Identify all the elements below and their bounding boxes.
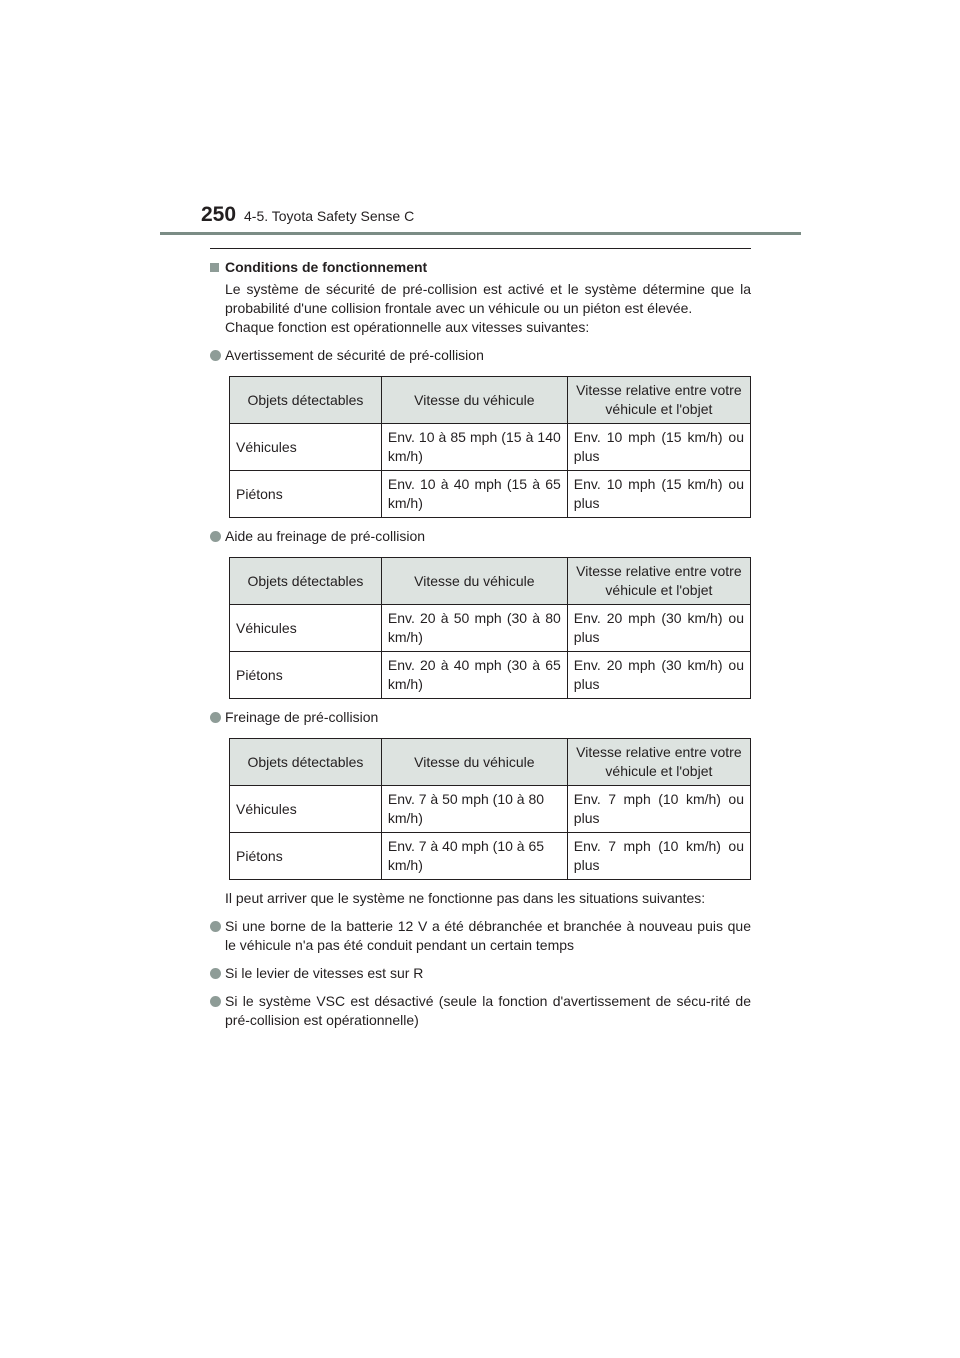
table-cell: Env. 20 à 40 mph (30 à 65 km/h) — [381, 652, 567, 699]
limitation-text: Si le levier de vitesses est sur R — [225, 965, 424, 981]
circle-bullet-icon — [210, 968, 221, 979]
table-cell: Env. 7 à 50 mph (10 à 80 km/h) — [381, 786, 567, 833]
table-cell: Env. 20 mph (30 km/h) ou plus — [567, 652, 750, 699]
table-cell: Piétons — [230, 471, 382, 518]
page-header — [0, 0, 960, 240]
table-row — [230, 605, 751, 652]
limitation-text: Si une borne de la batterie 12 V a été débranchée et branchée à nouveau puis que le véhicule n'a pas été conduit pendant un certain temps — [225, 918, 751, 953]
column-header: Vitesse du véhicule — [381, 377, 567, 424]
table-cell: Env. 20 mph (30 km/h) ou plus — [567, 605, 750, 652]
function-item — [210, 527, 751, 546]
column-header: Objets détectables — [230, 739, 382, 786]
table-header-row — [230, 377, 751, 424]
circle-bullet-icon — [210, 712, 221, 723]
function-item — [210, 708, 751, 727]
table-row — [230, 424, 751, 471]
table-cell: Env. 7 mph (10 km/h) ou plus — [567, 833, 750, 880]
speed-table — [229, 557, 751, 699]
circle-bullet-icon — [210, 996, 221, 1007]
table-cell: Véhicules — [230, 786, 382, 833]
table-cell: Piétons — [230, 833, 382, 880]
column-header: Vitesse du véhicule — [381, 558, 567, 605]
table-cell: Env. 10 mph (15 km/h) ou plus — [567, 424, 750, 471]
table-cell: Env. 10 mph (15 km/h) ou plus — [567, 471, 750, 518]
circle-bullet-icon — [210, 921, 221, 932]
speed-table — [229, 738, 751, 880]
limitations-intro: Il peut arriver que le système ne fonctionne pas dans les situations suivantes: — [225, 890, 706, 906]
page-content — [210, 258, 751, 1030]
table-header-row — [230, 558, 751, 605]
intro-paragraph-2: Chaque fonction est opérationnelle aux vitesses suivantes: — [225, 319, 590, 335]
column-header: Vitesse relative entre votre véhicule et l'objet — [567, 558, 750, 605]
heading-text: Conditions de fonctionnement — [225, 259, 428, 275]
table-row — [230, 833, 751, 880]
page-number: 250 — [201, 203, 237, 226]
table-row — [230, 786, 751, 833]
table-cell: Véhicules — [230, 605, 382, 652]
speed-table — [229, 376, 751, 518]
divider — [210, 248, 751, 249]
column-header: Objets détectables — [230, 558, 382, 605]
column-header: Vitesse relative entre votre véhicule et l'objet — [567, 739, 750, 786]
function-title: Aide au freinage de pré-collision — [225, 528, 426, 544]
table-row — [230, 471, 751, 518]
circle-bullet-icon — [210, 350, 221, 361]
circle-bullet-icon — [210, 531, 221, 542]
header-rule — [160, 232, 801, 235]
square-bullet-icon — [210, 263, 219, 272]
table-cell: Env. 10 à 85 mph (15 à 140 km/h) — [381, 424, 567, 471]
column-header: Vitesse du véhicule — [381, 739, 567, 786]
intro-paragraph: Le système de sécurité de pré-collision est activé et le système détermine que la probabilité d'une collision frontale avec un véhicule ou un piéton est élevée. — [225, 281, 751, 316]
section-heading — [210, 258, 751, 277]
table-cell: Piétons — [230, 652, 382, 699]
section-title: 4-5. Toyota Safety Sense C — [244, 208, 415, 224]
function-item — [210, 346, 751, 365]
table-header-row — [230, 739, 751, 786]
table-cell: Véhicules — [230, 424, 382, 471]
limitation-text: Si le système VSC est désactivé (seule la fonction d'avertissement de sécu-rité de pré-collision est opérationnelle) — [225, 993, 751, 1028]
limitation-item — [210, 964, 751, 983]
table-cell: Env. 20 à 50 mph (30 à 80 km/h) — [381, 605, 567, 652]
table-cell: Env. 7 à 40 mph (10 à 65 km/h) — [381, 833, 567, 880]
limitation-item — [210, 917, 751, 955]
function-title: Avertissement de sécurité de pré-collision — [225, 347, 484, 363]
limitation-item — [210, 992, 751, 1030]
function-title: Freinage de pré-collision — [225, 709, 379, 725]
column-header: Vitesse relative entre votre véhicule et l'objet — [567, 377, 750, 424]
table-cell: Env. 7 mph (10 km/h) ou plus — [567, 786, 750, 833]
column-header: Objets détectables — [230, 377, 382, 424]
table-row — [230, 652, 751, 699]
table-cell: Env. 10 à 40 mph (15 à 65 km/h) — [381, 471, 567, 518]
